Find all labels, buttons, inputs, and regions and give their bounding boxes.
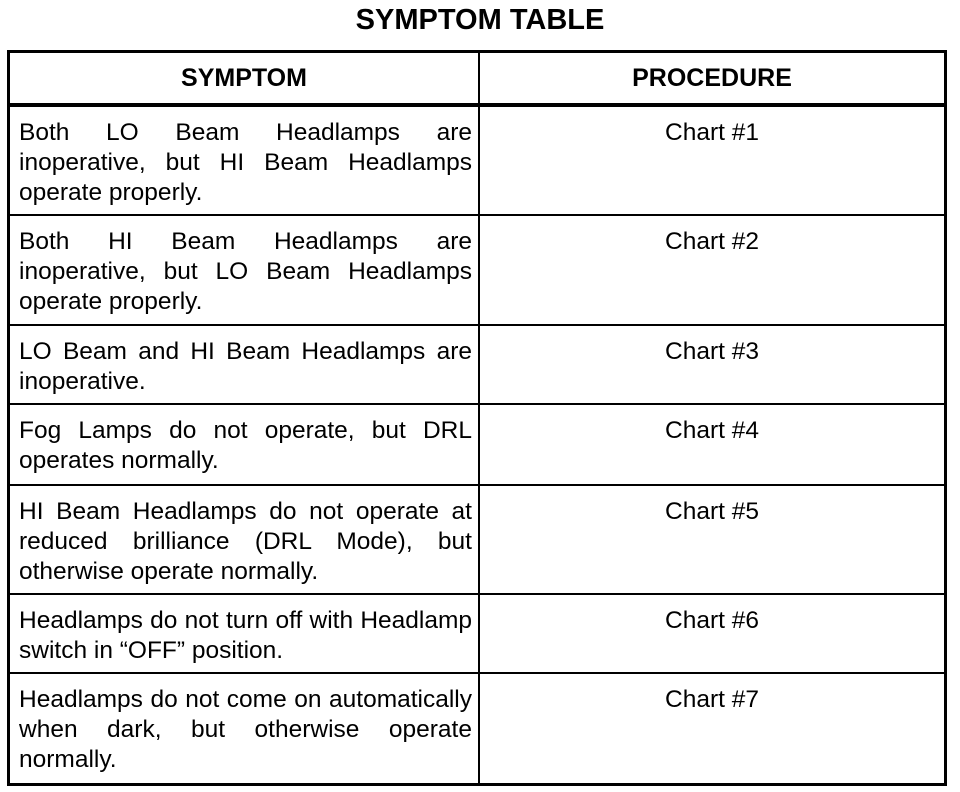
symptom-cell: Both HI Beam Headlamps are inoperative, but LO Beam Headlamps operate properly.	[10, 215, 479, 325]
table-row	[10, 105, 944, 215]
table-row	[10, 325, 944, 404]
table-row	[10, 215, 944, 325]
symptom-cell: HI Beam Headlamps do not operate at reduced brilliance (DRL Mode), but otherwise operate normally.	[10, 485, 479, 594]
column-header-procedure: PROCEDURE	[479, 53, 944, 105]
procedure-cell: Chart #5	[479, 485, 944, 594]
column-header-symptom: SYMPTOM	[10, 53, 479, 105]
symptom-cell: LO Beam and HI Beam Headlamps are inoperative.	[10, 325, 479, 404]
symptom-cell: Headlamps do not come on automatically when dark, but otherwise operate normally.	[10, 673, 479, 783]
table-row	[10, 594, 944, 673]
page-title: SYMPTOM TABLE	[355, 4, 605, 36]
procedure-cell: Chart #6	[479, 594, 944, 673]
procedure-cell: Chart #2	[479, 215, 944, 325]
table-header-row	[10, 53, 944, 105]
procedure-cell: Chart #4	[479, 404, 944, 485]
symptom-cell: Headlamps do not turn off with Headlamp switch in “OFF” position.	[10, 594, 479, 673]
table-row	[10, 485, 944, 594]
table-row	[10, 404, 944, 485]
procedure-cell: Chart #3	[479, 325, 944, 404]
symptom-cell: Fog Lamps do not operate, but DRL operates normally.	[10, 404, 479, 485]
procedure-cell: Chart #1	[665, 119, 759, 146]
symptom-cell: Both LO Beam Headlamps are inoperative, but HI Beam Headlamps operate properly.	[10, 105, 479, 215]
procedure-cell: Chart #7	[479, 673, 944, 783]
symptom-table	[10, 53, 944, 783]
table-row	[10, 673, 944, 783]
symptom-table-frame	[7, 50, 947, 786]
